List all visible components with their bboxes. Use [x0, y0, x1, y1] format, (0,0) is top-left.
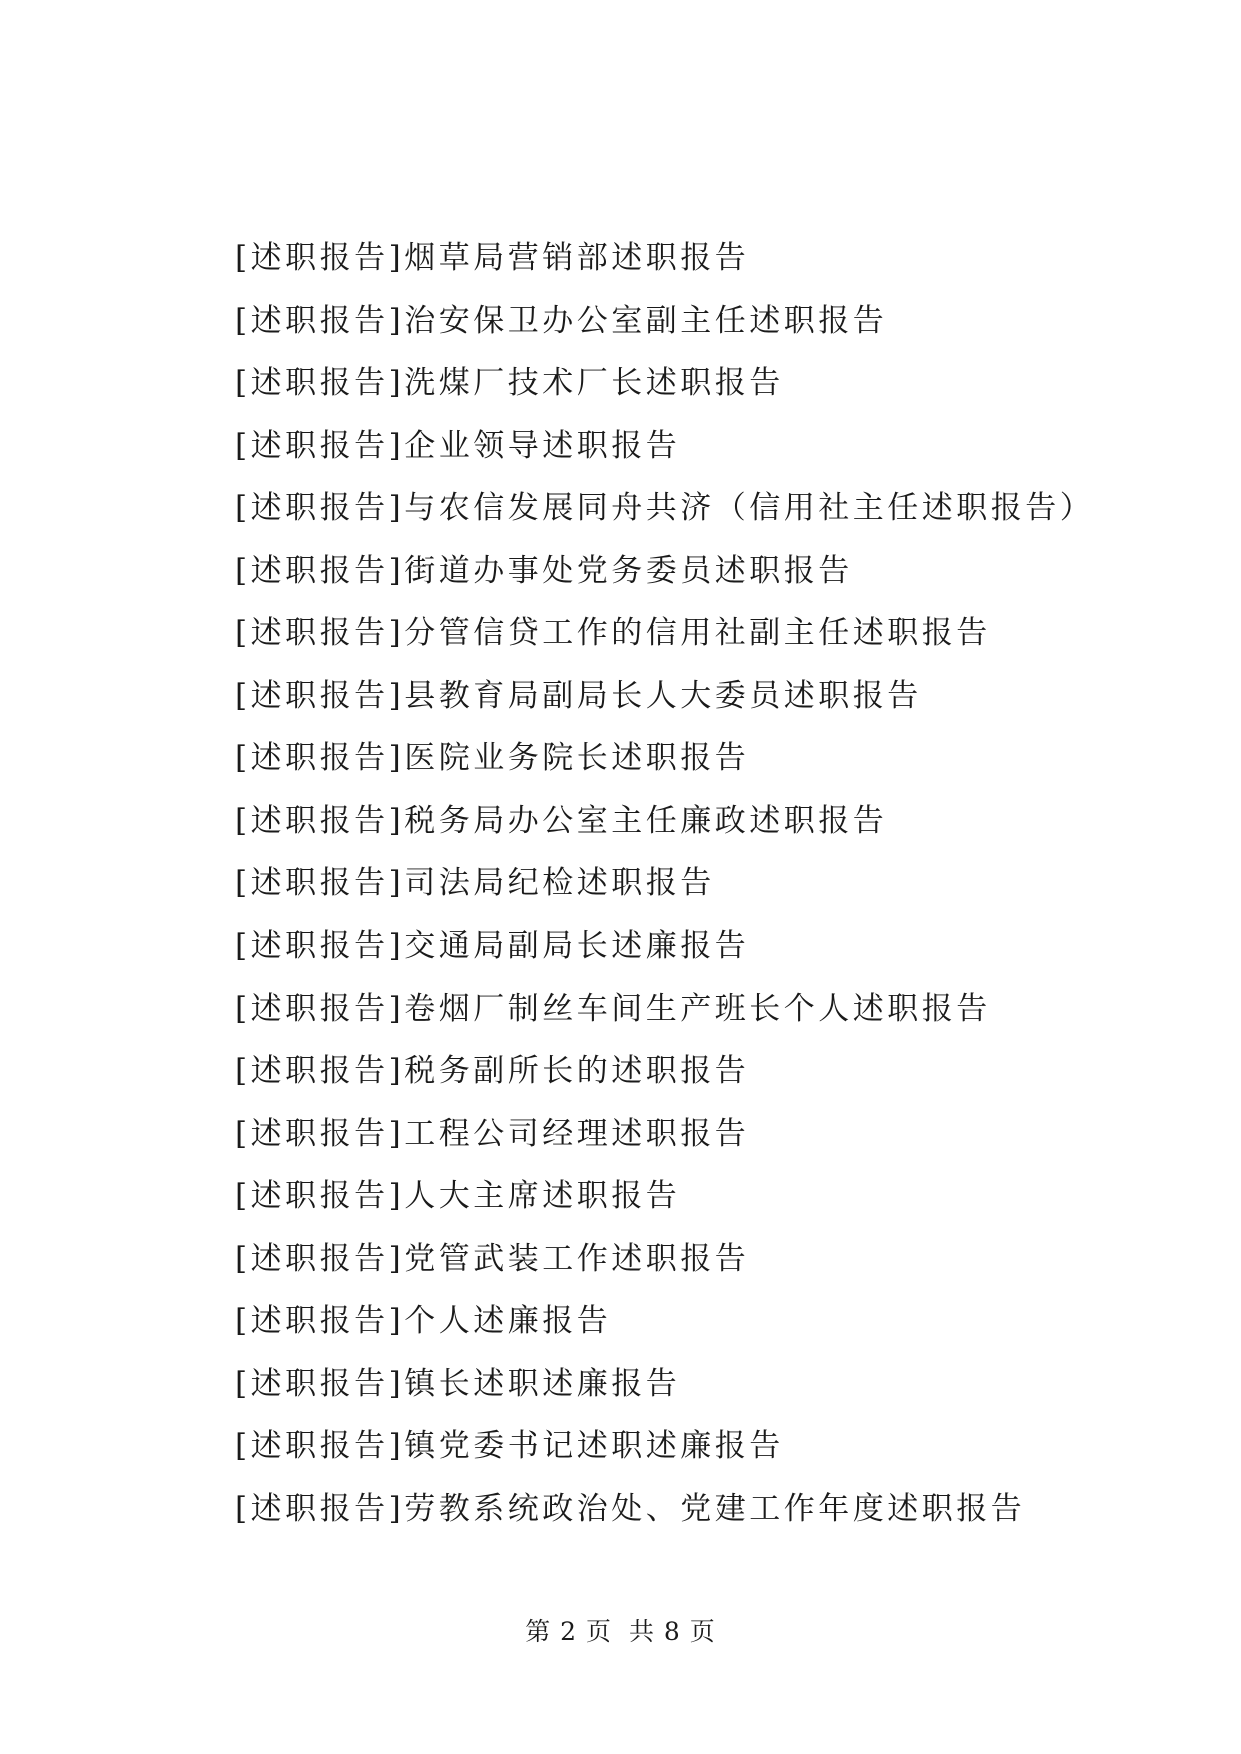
report-prefix: [述职报告]: [235, 552, 405, 589]
report-title: 镇长述职述廉报告: [404, 1365, 681, 1402]
report-title: 医院业务院长述职报告: [404, 740, 750, 777]
report-title: 洗煤厂技术厂长述职报告: [404, 365, 784, 402]
report-title: 工程公司经理述职报告: [404, 1115, 750, 1152]
report-item: [235, 602, 1094, 665]
report-prefix: [述职报告]: [235, 490, 405, 527]
report-prefix: [述职报告]: [235, 990, 405, 1027]
report-prefix: [述职报告]: [235, 677, 405, 714]
report-prefix: [述职报告]: [235, 1115, 405, 1152]
report-prefix: [述职报告]: [235, 1178, 405, 1215]
report-item: [235, 540, 1094, 603]
report-title: 企业领导述职报告: [404, 427, 681, 464]
report-title: 党管武装工作述职报告: [404, 1240, 750, 1277]
report-prefix: [述职报告]: [235, 740, 405, 777]
report-item: [235, 1228, 1094, 1291]
report-item: [235, 1353, 1094, 1416]
report-prefix: [述职报告]: [235, 302, 405, 339]
report-item: [235, 352, 1094, 415]
report-item: [235, 1290, 1094, 1353]
report-title: 镇党委书记述职述廉报告: [404, 1428, 784, 1465]
report-prefix: [述职报告]: [235, 1365, 405, 1402]
report-title: 治安保卫办公室副主任述职报告: [404, 302, 888, 339]
report-title: 司法局纪检述职报告: [404, 865, 715, 902]
report-item: [235, 727, 1094, 790]
report-title-list: [235, 227, 1094, 1540]
page-number-total: 共 8 页: [628, 1617, 716, 1646]
report-item: [235, 1415, 1094, 1478]
report-prefix: [述职报告]: [235, 1240, 405, 1277]
report-prefix: [述职报告]: [235, 615, 405, 652]
report-item: [235, 1040, 1094, 1103]
report-title: 税务局办公室主任廉政述职报告: [404, 802, 888, 839]
report-item: [235, 978, 1094, 1041]
report-item: [235, 1165, 1094, 1228]
report-prefix: [述职报告]: [235, 427, 405, 464]
report-title: 街道办事处党务委员述职报告: [404, 552, 853, 589]
report-prefix: [述职报告]: [235, 1303, 405, 1340]
report-item: [235, 915, 1094, 978]
report-prefix: [述职报告]: [235, 1490, 405, 1527]
report-title: 个人述廉报告: [404, 1303, 612, 1340]
report-item: [235, 290, 1094, 353]
report-item: [235, 665, 1094, 728]
report-title: 分管信贷工作的信用社副主任述职报告: [404, 615, 991, 652]
report-title: 与农信发展同舟共济（信用社主任述职报告）: [404, 490, 1095, 527]
report-item: [235, 790, 1094, 853]
report-title: 县教育局副局长人大委员述职报告: [404, 677, 922, 714]
report-prefix: [述职报告]: [235, 928, 405, 965]
report-prefix: [述职报告]: [235, 240, 405, 276]
report-title: 交通局副局长述廉报告: [404, 928, 750, 965]
report-prefix: [述职报告]: [235, 802, 405, 839]
report-prefix: [述职报告]: [235, 365, 405, 402]
report-prefix: [述职报告]: [235, 1428, 405, 1465]
report-item: [235, 852, 1094, 915]
report-prefix: [述职报告]: [235, 1053, 405, 1090]
report-item: [235, 1103, 1094, 1166]
report-prefix: [述职报告]: [235, 865, 405, 902]
report-title: 劳教系统政治处、党建工作年度述职报告: [404, 1490, 1026, 1527]
report-title: 烟草局营销部述职报告: [404, 240, 750, 276]
report-title: 卷烟厂制丝车间生产班长个人述职报告: [404, 990, 991, 1027]
page-number-current: 第 2 页: [525, 1617, 613, 1646]
report-title: 税务副所长的述职报告: [404, 1053, 750, 1090]
page-footer: [0, 1612, 1241, 1648]
report-item: [235, 1478, 1094, 1541]
report-title: 人大主席述职报告: [404, 1178, 681, 1215]
report-item: [235, 477, 1094, 540]
report-item: [235, 227, 1094, 290]
report-item: [235, 415, 1094, 478]
